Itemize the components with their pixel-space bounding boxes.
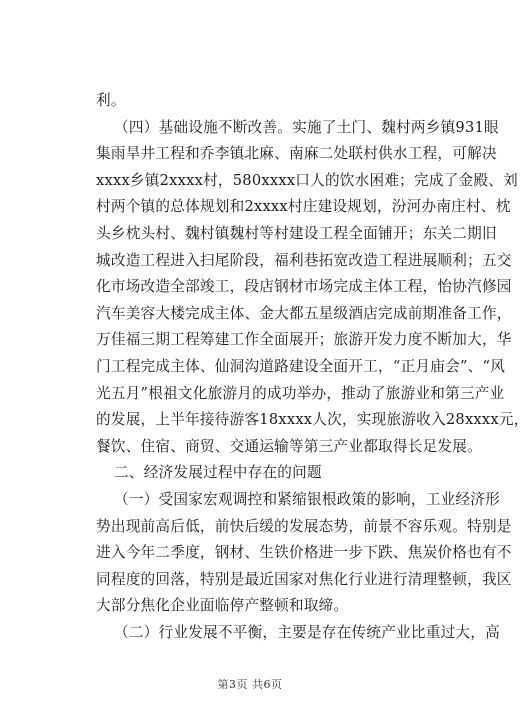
text-line: 同程度的回落，特别是最近国家对焦化行业进行清理整顿，我区	[96, 570, 512, 588]
text-line: 村两个镇的总体规划和2xxxx村庄建设规划，汾河办南庄村、枕	[96, 198, 511, 216]
text-line: 头乡枕头村、魏村镇魏村等村建设工程全面铺开；东关二期旧	[96, 224, 497, 242]
text-line: 门工程完成主体、仙洞沟道路建设全面开工，“正月庙会”、“风	[96, 357, 506, 375]
text-line: （四）基础设施不断改善。实施了土门、魏村两乡镇931眼	[114, 118, 499, 136]
text-line: 的发展，上半年接待游客18xxxx人次，实现旅游收入28xxxx元，	[96, 411, 529, 429]
text-line: 二、经济发展过程中存在的问题	[114, 464, 322, 482]
document-body	[96, 88, 529, 646]
text-line: 化市场改造全部竣工，段店钢材市场完成主体工程，怡协汽修园	[96, 278, 512, 296]
page-footer: 第3页 共6页	[217, 678, 283, 691]
text-line: 汽车美容大楼完成主体、金大都五星级酒店完成前期准备工作，	[96, 304, 512, 322]
text-line: 城改造工程进入扫尾阶段，福利巷拓宽改造工程进展顺利；五交	[96, 251, 512, 269]
text-line: （二）行业发展不平衡，主要是存在传统产业比重过大，高	[114, 623, 500, 641]
text-line: 集雨旱井工程和乔李镇北麻、南麻二处联村供水工程，可解决	[96, 145, 497, 163]
text-line: 餐饮、住宿、商贸、交通运输等第三产业都取得长足发展。	[96, 437, 482, 455]
text-line: 势出现前高后低，前快后缓的发展态势，前景不容乐观。特别是	[96, 517, 512, 535]
text-line: 进入今年二季度，钢材、生铁价格进一步下跌、焦炭价格也有不	[96, 544, 512, 562]
text-line: （一）受国家宏观调控和紧缩银根政策的影响，工业经济形	[114, 490, 500, 508]
text-line: xxxx乡镇2xxxx村，580xxxx口人的饮水困难；完成了金殿、刘	[96, 171, 518, 189]
text-line: 利。	[96, 92, 126, 109]
text-line: 万佳福三期工程筹建工作全面展开；旅游开发力度不断加大，华	[96, 331, 512, 349]
text-line: 大部分焦化企业面临停产整顿和取缔。	[96, 597, 349, 615]
text-line: 光五月”根祖文化旅游月的成功举办，推动了旅游业和第三产业	[96, 384, 505, 402]
